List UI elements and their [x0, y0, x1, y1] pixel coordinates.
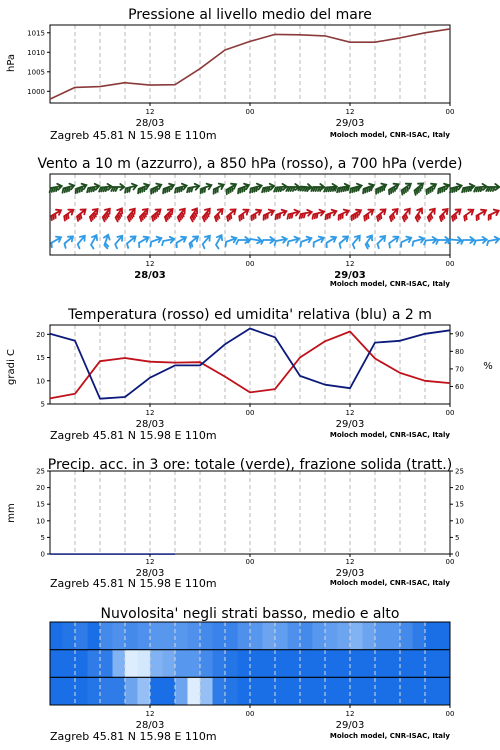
- temperature-panel: [6, 307, 493, 442]
- time-tick-label: 12: [345, 260, 355, 268]
- wind-barb: [203, 209, 210, 222]
- temperature-title: Temperatura (rosso) ed umidita' relativa (blu) a 2 m: [68, 307, 432, 323]
- date-label: 29/03: [335, 118, 365, 129]
- time-tick-label: 00: [245, 710, 255, 718]
- wind-barb: [151, 184, 161, 194]
- wind-barb: [352, 210, 362, 221]
- wind-barb: [128, 209, 135, 222]
- cloud-cell: [375, 622, 388, 650]
- wind-barb: [215, 209, 223, 221]
- wind-barb: [162, 237, 174, 245]
- wind-barb: [76, 184, 87, 194]
- wind-barb: [415, 184, 424, 195]
- cloud-cell: [113, 677, 126, 705]
- y-tick-right-label: 90: [455, 330, 464, 339]
- wind-barb: [238, 184, 249, 194]
- wind-barb: [427, 184, 437, 195]
- cloud-cell: [113, 622, 126, 650]
- cloud-cell: [75, 677, 88, 705]
- wind-barb: [87, 184, 99, 192]
- cloud-cell: [100, 650, 113, 678]
- wind-barb: [203, 236, 210, 249]
- cloud-cell: [325, 677, 338, 705]
- cloud-cell: [350, 622, 363, 650]
- wind-barb: [474, 237, 487, 245]
- y-tick-label: 25: [36, 467, 45, 476]
- cloud-cell: [225, 677, 238, 705]
- time-tick-label: 00: [445, 409, 455, 417]
- cloud-cell: [88, 650, 101, 678]
- date-label: 28/03: [135, 720, 165, 731]
- y-tick-right-label: 80: [455, 347, 464, 356]
- wind-barb: [264, 210, 274, 220]
- cloud-cell: [375, 650, 388, 678]
- cloud-cell: [225, 650, 238, 678]
- cloud-cell: [50, 677, 63, 705]
- cloud-cell: [188, 650, 201, 678]
- cloud-cell: [100, 622, 113, 650]
- wind-barb: [52, 237, 62, 248]
- time-tick-label: 12: [345, 558, 355, 566]
- wind-barb: [239, 210, 248, 221]
- cloud-cell: [288, 650, 301, 678]
- pressure-panel: [6, 7, 454, 142]
- y-tick-right-label: 5: [455, 533, 460, 542]
- y-tick-label: 20: [36, 330, 45, 339]
- y-tick-right-label: 20: [455, 484, 464, 493]
- wind-barb: [138, 184, 149, 194]
- date-label: 29/03: [334, 270, 366, 281]
- y-tick-label: 15: [36, 354, 45, 363]
- wind-barb: [416, 209, 423, 222]
- cloud-cell: [213, 677, 226, 705]
- y-tick-label: 15: [36, 500, 45, 509]
- precipitation-panel: [6, 457, 464, 590]
- cloud-cell: [375, 677, 388, 705]
- wind-barb: [350, 184, 362, 193]
- location-label: Zagreb 45.81 N 15.98 E 110m: [50, 429, 217, 442]
- time-tick-label: 12: [145, 108, 155, 116]
- wind-barb: [301, 237, 312, 247]
- wind-barb: [275, 237, 287, 245]
- wind-barb: [413, 237, 425, 246]
- wind-barb: [462, 184, 474, 192]
- wind-barb: [363, 184, 374, 194]
- cloud-cell: [213, 650, 226, 678]
- cloud-cell: [313, 650, 326, 678]
- wind-barb: [389, 184, 399, 195]
- cloud-cell: [163, 622, 176, 650]
- date-label: 29/03: [335, 419, 365, 430]
- wind-barb: [376, 184, 386, 194]
- cloud-cell: [150, 622, 163, 650]
- wind-barb: [77, 210, 86, 221]
- cloud-cell: [50, 622, 63, 650]
- wind-barb: [236, 237, 249, 244]
- cloud-cell: [125, 622, 138, 650]
- wind-barb: [152, 210, 161, 221]
- cloud-cell: [238, 677, 251, 705]
- wind-barb: [327, 237, 337, 248]
- precipitation-ylabel: mm: [6, 503, 17, 523]
- wind-barb: [486, 184, 499, 191]
- y-tick-right-label: 15: [455, 500, 464, 509]
- time-tick-label: 12: [345, 409, 355, 417]
- wind-barb: [366, 236, 373, 249]
- time-tick-label: 00: [445, 260, 455, 268]
- cloud-cell: [150, 677, 163, 705]
- wind-barb: [63, 184, 75, 193]
- precip-bar: [100, 553, 125, 555]
- y-tick-right-label: 25: [455, 467, 464, 476]
- cloud-cell: [300, 677, 313, 705]
- cloud-cell: [225, 622, 238, 650]
- source-label: Moloch model, CNR-ISAC, Italy: [329, 732, 450, 740]
- wind-barb: [300, 210, 312, 218]
- wind-barb: [324, 184, 337, 192]
- cloud-cell: [250, 650, 263, 678]
- wind-barb: [190, 237, 199, 248]
- date-label: 29/03: [335, 720, 365, 731]
- wind-barb: [178, 209, 185, 222]
- cloud-cell: [400, 650, 413, 678]
- cloud-cell: [100, 677, 113, 705]
- cloud-cell: [350, 650, 363, 678]
- cloud-cell: [150, 650, 163, 678]
- cloud-cell: [425, 677, 438, 705]
- cloud-cell: [438, 650, 451, 678]
- wind-barb: [286, 184, 299, 191]
- y-tick-label: 1005: [27, 68, 45, 77]
- time-tick-label: 12: [345, 710, 355, 718]
- humidity-ylabel: %: [483, 361, 493, 372]
- cloud-cell: [338, 677, 351, 705]
- y-tick-right-label: 60: [455, 382, 464, 391]
- cloud-cell: [250, 677, 263, 705]
- wind-barb: [214, 184, 224, 194]
- wind-barb: [261, 237, 274, 244]
- wind-barb: [339, 210, 349, 220]
- cloud-cell: [413, 622, 426, 650]
- cloud-cell: [313, 677, 326, 705]
- cloud-title: Nuvolosita' negli strati basso, medio e alto: [100, 606, 400, 622]
- cloud-cell: [313, 622, 326, 650]
- time-tick-label: 00: [245, 558, 255, 566]
- cloud-cell: [300, 622, 313, 650]
- wind-barb: [103, 209, 110, 222]
- location-label: Zagreb 45.81 N 15.98 E 110m: [50, 577, 217, 590]
- wind-panel: [37, 156, 499, 288]
- wind-barb: [65, 237, 74, 248]
- cloud-cell: [325, 622, 338, 650]
- wind-barb: [477, 210, 487, 221]
- cloud-cell: [438, 677, 451, 705]
- time-tick-label: 12: [345, 108, 355, 116]
- wind-barb: [151, 237, 162, 247]
- time-tick-label: 12: [145, 409, 155, 417]
- wind-barb: [262, 184, 274, 192]
- cloud-cell: [200, 622, 213, 650]
- cloud-cell: [363, 622, 376, 650]
- cloud-cell: [63, 622, 76, 650]
- cloud-cell: [200, 677, 213, 705]
- wind-barb: [115, 236, 122, 249]
- wind-barb: [288, 237, 300, 246]
- cloud-cell: [400, 677, 413, 705]
- wind-barb: [111, 184, 124, 191]
- wind-barb: [474, 184, 487, 192]
- time-tick-label: 12: [145, 710, 155, 718]
- cloud-cell: [263, 677, 276, 705]
- wind-barb: [377, 210, 386, 221]
- time-tick-label: 00: [445, 710, 455, 718]
- precip-bar: [75, 553, 100, 555]
- source-label: Moloch model, CNR-ISAC, Italy: [329, 280, 450, 288]
- wind-barb: [440, 209, 448, 221]
- wind-barb: [139, 237, 149, 248]
- time-tick-label: 00: [445, 108, 455, 116]
- cloud-cell: [75, 622, 88, 650]
- precip-bar: [50, 553, 75, 555]
- cloud-cell: [400, 622, 413, 650]
- wind-barb: [50, 184, 62, 192]
- cloud-cell: [200, 650, 213, 678]
- wind-barb: [438, 184, 449, 194]
- wind-barb: [91, 235, 97, 248]
- wind-barb: [390, 209, 398, 221]
- date-label: 28/03: [135, 568, 165, 579]
- cloud-cell: [388, 622, 401, 650]
- wind-barb: [364, 210, 373, 221]
- cloud-cell: [325, 650, 338, 678]
- cloud-cell: [113, 650, 126, 678]
- cloud-cell: [275, 677, 288, 705]
- y-tick-label: 10: [36, 517, 45, 526]
- cloud-cell: [50, 650, 63, 678]
- cloud-cell: [88, 622, 101, 650]
- wind-barb: [402, 184, 411, 195]
- cloud-cell: [338, 650, 351, 678]
- wind-barb: [64, 210, 73, 221]
- cloud-cell: [363, 677, 376, 705]
- cloud-cell: [188, 622, 201, 650]
- time-tick-label: 12: [145, 260, 155, 268]
- wind-barb: [464, 210, 473, 221]
- wind-title: Vento a 10 m (azzurro), a 850 hPa (rosso), a 700 hPa (verde): [37, 156, 463, 172]
- cloud-cell: [388, 650, 401, 678]
- cloud-cell: [438, 622, 451, 650]
- wind-barb: [52, 210, 62, 221]
- wind-barb: [252, 210, 262, 221]
- wind-barb: [452, 210, 461, 221]
- wind-barb: [140, 209, 148, 221]
- wind-barb: [125, 184, 137, 193]
- wind-barb: [311, 184, 324, 191]
- y-tick-label: 1015: [27, 29, 45, 38]
- cloud-cell: [125, 677, 138, 705]
- cloud-cell: [125, 650, 138, 678]
- wind-barb: [163, 184, 174, 194]
- precipitation-title: Precip. acc. in 3 ore: totale (verde), frazione solida (tratt.): [47, 457, 453, 473]
- y-tick-label: 5: [40, 400, 45, 409]
- cloud-cell: [250, 622, 263, 650]
- cloud-cell: [425, 650, 438, 678]
- wind-barb: [191, 209, 198, 222]
- source-label: Moloch model, CNR-ISAC, Italy: [329, 579, 450, 587]
- cloud-cell: [238, 650, 251, 678]
- wind-barb: [127, 237, 136, 248]
- cloud-cell: [213, 622, 226, 650]
- wind-barb: [326, 210, 337, 220]
- cloud-cell: [300, 650, 313, 678]
- wind-barb: [389, 237, 398, 248]
- time-tick-label: 12: [145, 558, 155, 566]
- wind-barb: [90, 209, 98, 221]
- cloud-cell: [88, 677, 101, 705]
- cloud-cell: [425, 622, 438, 650]
- wind-barb: [216, 235, 222, 248]
- wind-barb: [428, 209, 435, 222]
- location-label: Zagreb 45.81 N 15.98 E 110m: [50, 129, 217, 142]
- date-label: 29/03: [335, 568, 365, 579]
- cloud-cell: [288, 622, 301, 650]
- wind-barb: [424, 237, 437, 245]
- wind-barb: [276, 210, 287, 220]
- date-label: 28/03: [135, 118, 165, 129]
- source-label: Moloch model, CNR-ISAC, Italy: [329, 131, 450, 139]
- time-tick-label: 00: [245, 260, 255, 268]
- cloud-cell: [75, 650, 88, 678]
- cloud-cell: [275, 622, 288, 650]
- wind-barb: [187, 184, 199, 192]
- y-tick-label: 10: [36, 377, 45, 386]
- cloud-cell: [175, 650, 188, 678]
- wind-barb: [250, 184, 262, 193]
- y-tick-label: 0: [40, 550, 45, 559]
- wind-barb: [313, 210, 325, 219]
- y-tick-right-label: 0: [455, 550, 460, 559]
- wind-barb: [353, 236, 360, 249]
- y-tick-label: 1000: [27, 87, 45, 96]
- wind-barb: [314, 237, 324, 247]
- cloud-cell: [363, 650, 376, 678]
- source-label: Moloch model, CNR-ISAC, Italy: [329, 431, 450, 439]
- pressure-title: Pressione al livello medio del mare: [128, 7, 372, 23]
- wind-barb: [104, 235, 110, 249]
- y-tick-label: 20: [36, 484, 45, 493]
- wind-barb: [201, 184, 212, 194]
- cloud-cell: [338, 622, 351, 650]
- cloud-cell: [350, 677, 363, 705]
- precip-bar: [125, 553, 150, 555]
- cloud-cell: [138, 650, 151, 678]
- cloud-cell: [275, 650, 288, 678]
- wind-barb: [337, 184, 349, 192]
- pressure-ylabel: hPa: [6, 53, 17, 73]
- precip-bar: [150, 553, 175, 555]
- cloud-panel: [50, 606, 454, 743]
- cloud-cell: [263, 650, 276, 678]
- wind-barb: [177, 237, 187, 248]
- cloud-cell: [175, 677, 188, 705]
- cloud-cell: [138, 677, 151, 705]
- cloud-cell: [288, 677, 301, 705]
- wind-barb: [450, 184, 462, 193]
- wind-barb: [227, 210, 236, 221]
- y-tick-label: 5: [40, 533, 45, 542]
- wind-barb: [403, 209, 410, 222]
- time-tick-label: 00: [245, 108, 255, 116]
- wind-barb: [340, 237, 349, 248]
- temperature-ylabel: gradi C: [6, 349, 17, 385]
- cloud-cell: [175, 622, 188, 650]
- date-label: 28/03: [134, 270, 166, 281]
- wind-barb: [377, 236, 385, 248]
- cloud-cell: [63, 650, 76, 678]
- wind-barb: [175, 184, 187, 193]
- cloud-cell: [263, 622, 276, 650]
- wind-barb: [226, 237, 237, 247]
- wind-barb: [487, 237, 499, 245]
- wind-barb: [165, 209, 173, 221]
- time-tick-label: 00: [245, 409, 255, 417]
- wind-barb: [436, 237, 449, 244]
- cloud-cell: [238, 622, 251, 650]
- time-tick-label: 00: [445, 558, 455, 566]
- y-tick-right-label: 10: [455, 517, 464, 526]
- cloud-cell: [63, 677, 76, 705]
- wind-barb: [489, 210, 499, 220]
- cloud-cell: [163, 650, 176, 678]
- y-tick-right-label: 70: [455, 365, 464, 374]
- date-label: 28/03: [135, 419, 165, 430]
- wind-barb: [99, 184, 112, 192]
- cloud-cell: [413, 650, 426, 678]
- wind-barb: [461, 237, 474, 244]
- y-tick-label: 1010: [27, 48, 45, 57]
- wind-barb: [401, 237, 411, 247]
- wind-barb: [288, 210, 300, 219]
- cloud-cell: [163, 677, 176, 705]
- cloud-cell: [188, 677, 201, 705]
- wind-barb: [78, 236, 85, 249]
- wind-barb: [298, 184, 311, 191]
- wind-barb: [227, 184, 237, 195]
- cloud-cell: [413, 677, 426, 705]
- wind-barb: [116, 209, 123, 222]
- location-label: Zagreb 45.81 N 15.98 E 110m: [50, 730, 217, 743]
- wind-barb: [274, 184, 287, 192]
- cloud-cell: [388, 677, 401, 705]
- cloud-cell: [138, 622, 151, 650]
